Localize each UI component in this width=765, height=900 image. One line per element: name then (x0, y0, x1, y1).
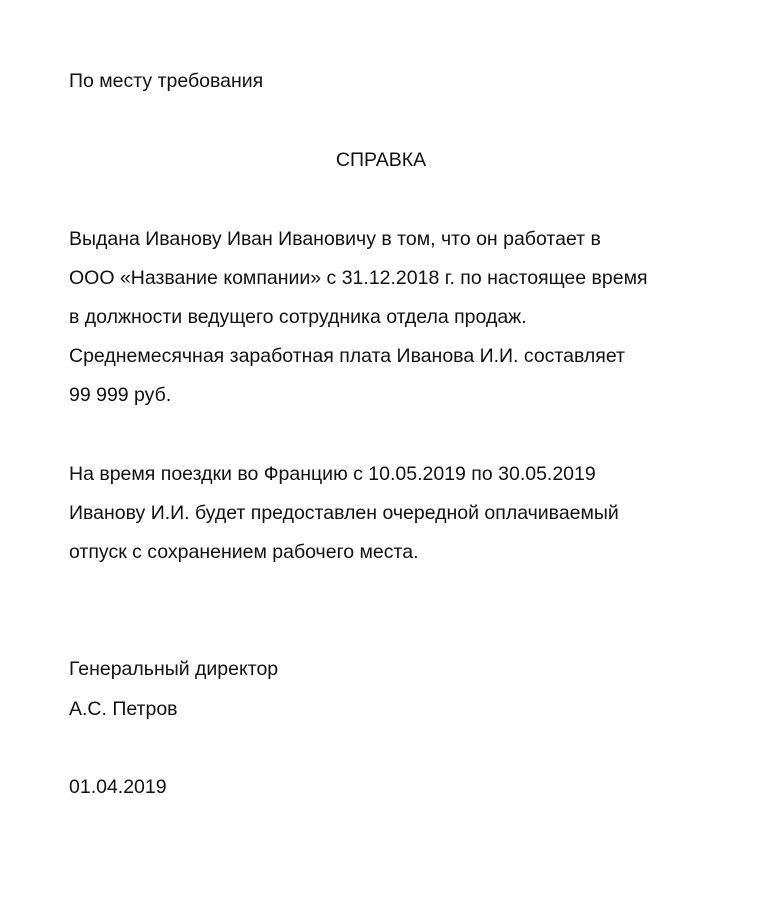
document-date: 01.04.2019 (69, 776, 167, 798)
paragraph-line: в должности ведущего сотрудника отдела продаж. (69, 306, 527, 328)
document-title: СПРАВКА (335, 149, 427, 171)
signature-name: А.С. Петров (69, 698, 178, 720)
paragraph-line: Среднемесячная заработная плата Иванова И.И. составляет (69, 345, 625, 367)
paragraph-line: ООО «Название компании» с 31.12.2018 г. по настоящее время (69, 267, 648, 289)
paragraph-line: Иванову И.И. будет предоставлен очередной оплачиваемый (69, 502, 619, 524)
signature-position: Генеральный директор (69, 658, 279, 680)
addressee: По месту требования (69, 70, 264, 92)
paragraph-line: 99 999 руб. (69, 384, 172, 406)
paragraph-line: Выдана Иванову Иван Ивановичу в том, что он работает в (69, 228, 601, 250)
paragraph-line: отпуск с сохранением рабочего места. (69, 541, 419, 563)
paragraph-line: На время поездки во Францию с 10.05.2019 по 30.05.2019 (69, 463, 596, 485)
